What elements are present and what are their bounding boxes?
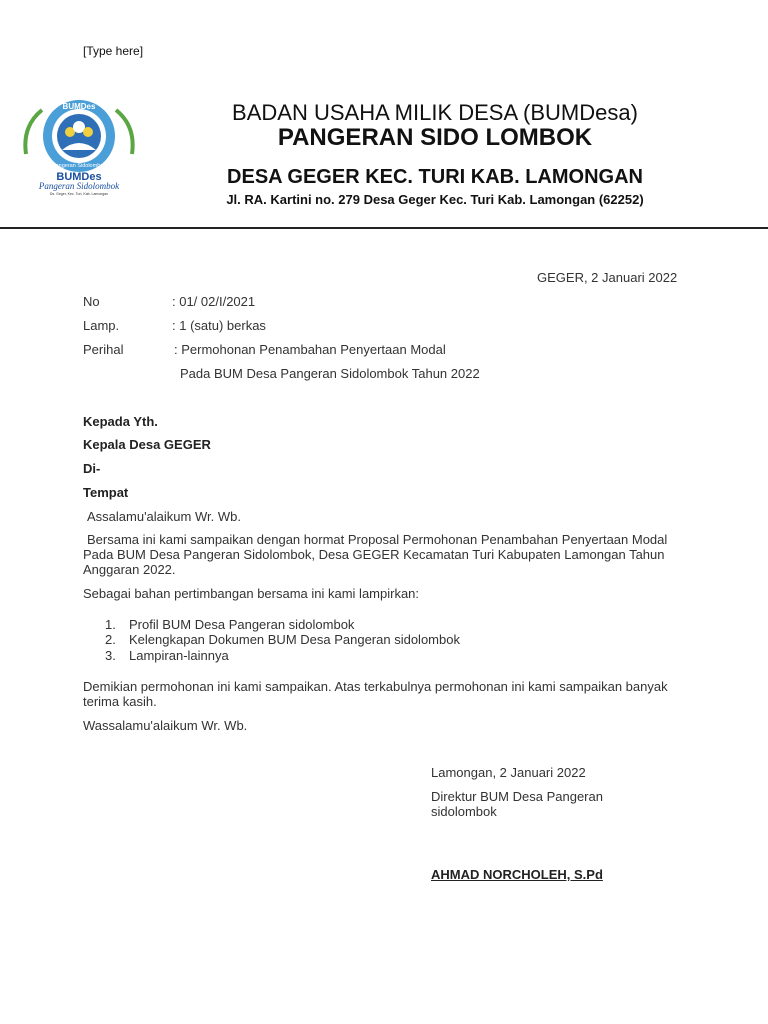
- meta-value-lamp: : 1 (satu) berkas: [172, 318, 266, 333]
- logo-bottom-arc-text: Pangeran Sidolombok: [51, 163, 107, 169]
- recipient-line: Kepada Yth.: [83, 414, 158, 429]
- meta-label-no: No: [83, 294, 100, 309]
- attachment-text: Kelengkapan Dokumen BUM Desa Pangeran sidolombok: [129, 632, 460, 647]
- org-title: BADAN USAHA MILIK DESA (BUMDesa): [232, 100, 638, 125]
- recipient-line: Kepala Desa GEGER: [83, 437, 211, 452]
- org-address: Jl. RA. Kartini no. 279 Desa Geger Kec. Turi Kab. Lamongan (62252): [226, 192, 644, 207]
- org-name: PANGERAN SIDO LOMBOK: [277, 124, 593, 151]
- bumdes-logo: [20, 96, 138, 196]
- attachment-text: Lampiran-lainnya: [129, 648, 229, 663]
- attachment-item: [105, 648, 229, 663]
- meta-label-lamp: Lamp.: [83, 318, 120, 333]
- org-location: DESA GEGER KEC. TURI KAB. LAMONGAN: [227, 166, 643, 188]
- signature-date: Lamongan, 2 Januari 2022: [431, 765, 586, 780]
- recipient-line: Di-: [83, 461, 101, 476]
- letter-date: GEGER, 2 Januari 2022: [537, 270, 678, 285]
- attachment-number: 2.: [105, 632, 116, 647]
- logo-subname: Pangeran Sidolombok: [38, 181, 120, 191]
- recipient-line: Tempat: [83, 485, 129, 500]
- letterhead-divider: [0, 227, 768, 229]
- signature-position: Direktur BUM Desa Pangeran sidolombok: [431, 789, 603, 819]
- logo-name: BUMDes: [56, 171, 102, 183]
- greeting: Assalamu'alaikum Wr. Wb.: [87, 509, 241, 524]
- meta-label-perihal: Perihal: [83, 342, 124, 357]
- meta-value-no: : 01/ 02/I/2021: [172, 294, 256, 309]
- logo-address: Ds. Geger, Kec. Turi, Kab. Lamongan: [49, 192, 109, 196]
- body-paragraph-1: Bersama ini kami sampaikan dengan hormat Proposal Permohonan Penambahan Penyertaan Modal Pada BUM Desa Pangeran Sidolombok, Desa GEGER Kecamatan Turi Kabupaten Lamongan Tahun Anggaran 2022.: [83, 532, 668, 577]
- attachment-item: [105, 632, 460, 647]
- meta-value-perihal: : Permohonan Penambahan Penyertaan Modal: [174, 342, 446, 357]
- meta-perihal-continued: Pada BUM Desa Pangeran Sidolombok Tahun 2022: [180, 366, 480, 381]
- closing-salutation: Wassalamu'alaikum Wr. Wb.: [83, 718, 248, 733]
- attachment-text: Profil BUM Desa Pangeran sidolombok: [129, 617, 355, 632]
- attachment-number: 3.: [105, 648, 116, 663]
- attachment-item: [105, 617, 354, 632]
- body-paragraph-2: Sebagai bahan pertimbangan bersama ini kami lampirkan:: [83, 586, 420, 601]
- logo-arc-text: BUMDes: [62, 102, 96, 111]
- attachment-number: 1.: [105, 617, 116, 632]
- signature-name: AHMAD NORCHOLEH, S.Pd: [431, 867, 603, 882]
- closing-paragraph: Demikian permohonan ini kami sampaikan. Atas terkabulnya permohonan ini kami sampaikan banyak terima kasih.: [83, 679, 668, 709]
- header-placeholder: [Type here]: [83, 44, 144, 58]
